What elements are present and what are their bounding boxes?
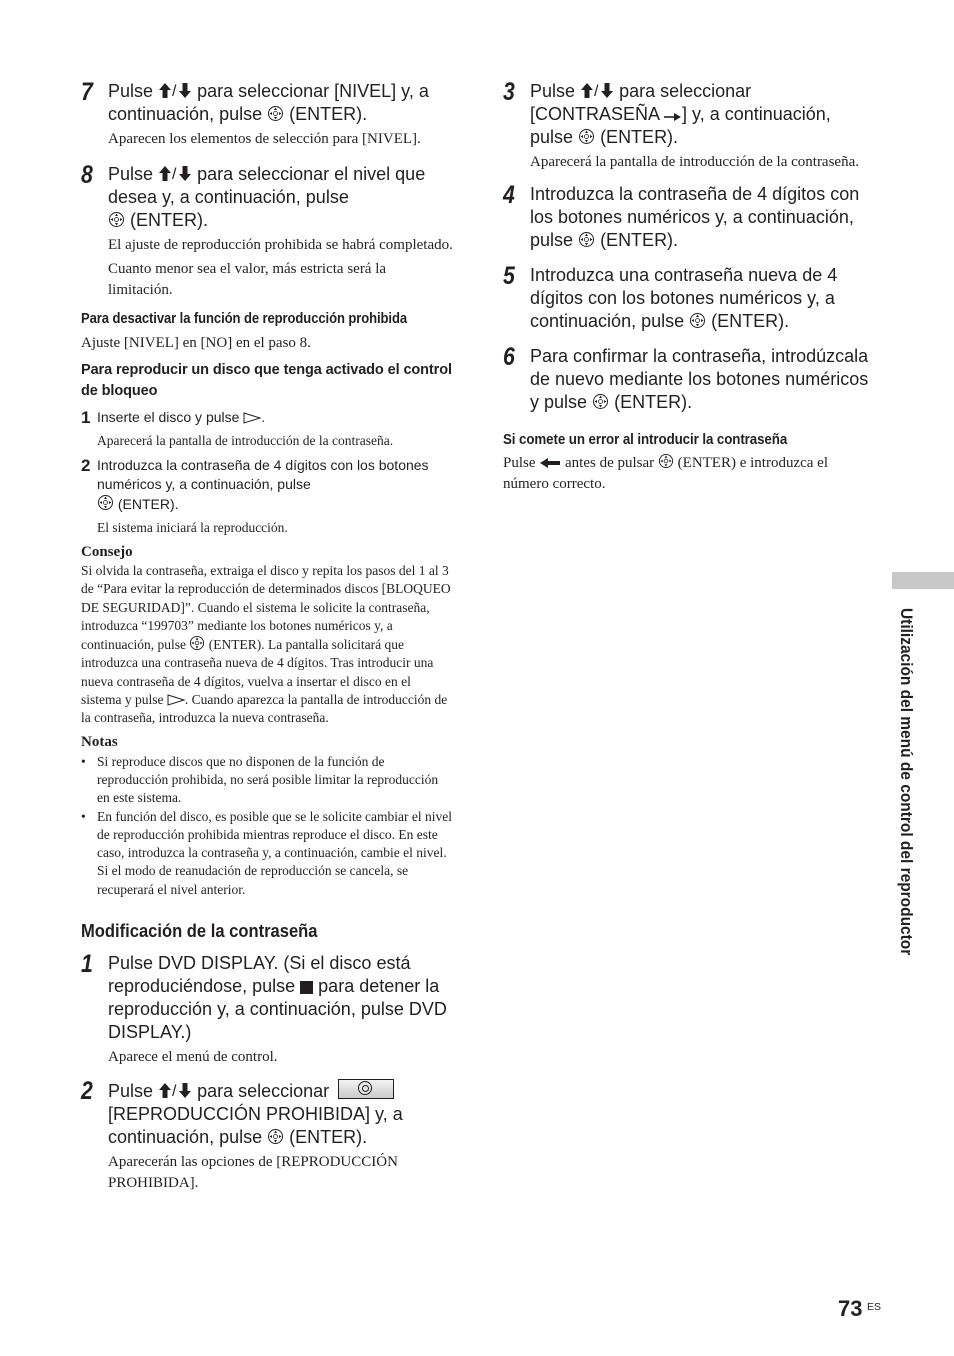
step-number: 1 — [81, 950, 93, 979]
up-down-arrow-icon — [580, 82, 614, 99]
return-arrow-icon — [539, 457, 561, 469]
step-note: Aparecerá la pantalla de introducción de la contraseña. — [97, 433, 394, 448]
enter-label: (ENTER). — [130, 210, 209, 230]
step-text: Pulse — [108, 1081, 154, 1102]
step-text: ] y, a continuación, — [682, 104, 831, 124]
step-7 — [81, 80, 453, 150]
step-4 — [503, 183, 875, 252]
step-8 — [81, 163, 453, 301]
step-number: 7 — [81, 78, 93, 106]
error-heading: Si comete un error al introducir la contraseña — [503, 432, 788, 448]
left-column — [81, 80, 453, 1194]
enter-icon — [578, 231, 595, 248]
tip-text: Si olvida la contraseña, extraiga el disco y repita los pasos del 1 al 3 de “Para evitar la reproducción de determinados discos [BLOQUEO DE SEGURIDAD]”. Cuando el sistema le solicite la contraseña, introduzca “199703” mediante los botones numéricos y, a continuación, pulse — [81, 563, 451, 653]
step-note: Cuanto menor sea el valor, más estricta será la limitación. — [108, 261, 387, 298]
side-label-text: Utilización del menú de control del reproductor — [897, 608, 916, 956]
enter-label: (ENTER). — [600, 230, 679, 250]
enter-label: (ENTER). — [614, 392, 693, 412]
play-icon — [167, 694, 185, 706]
list-item: • En función del disco, es posible que se le solicite cambiar el nivel de reproducción prohibida mientras reproduce el disco. En este caso, introduzca la contraseña y, a continuación, cambie el nivel. Si el modo de reanudación de reproducción se cancela, se recuperará el nivel anterior. — [81, 808, 453, 897]
play-locked-step-2 — [81, 456, 453, 537]
page-language: ES — [867, 1301, 882, 1313]
notes-title: Notas — [81, 733, 118, 750]
play-locked-step-1: 1 Inserte el disco y pulse . Aparecerá la pantalla de introducción de la contraseña. — [81, 408, 453, 450]
enter-label: (ENTER). — [117, 496, 179, 512]
enter-icon — [108, 211, 125, 228]
tip-text: (ENTER). La pantalla solicitará que introduzca una contraseña nueva de 4 dígitos. Tras introducir una nueva contraseña de 4 dígitos, vuelva a insertar el disco en el sistema y pulse — [81, 637, 434, 708]
error-text: Pulse antes de pulsar (ENTER) e introduzca el número correcto. — [503, 455, 829, 492]
play-icon — [243, 412, 261, 424]
up-down-arrow-icon — [158, 1082, 192, 1099]
step-text: continuación, pulse — [108, 1127, 263, 1148]
right-column — [503, 80, 875, 495]
enter-icon — [658, 453, 674, 469]
step-text: pulse — [530, 127, 574, 147]
step-number: 5 — [503, 262, 515, 290]
enter-icon — [267, 105, 284, 122]
modify-step-1 — [81, 952, 453, 1068]
step-text: para seleccionar — [197, 1081, 330, 1102]
step-text: Introduzca la contraseña de 4 dígitos con los botones numéricos y, a continuación, pulse — [97, 457, 429, 492]
modify-step-2 — [81, 1079, 453, 1194]
enter-icon — [689, 312, 706, 329]
stop-icon — [300, 981, 313, 994]
step-note: Aparecerá la pantalla de introducción de la contraseña. — [530, 154, 859, 170]
step-6 — [503, 345, 875, 414]
step-note: El sistema iniciará la reproducción. — [97, 520, 288, 535]
tip-title: Consejo — [81, 544, 133, 560]
enter-label: (ENTER). — [289, 104, 368, 124]
tip-body — [81, 562, 453, 728]
svg-text:/: / — [172, 83, 177, 99]
play-locked-heading: Para reproducir un disco que tenga activado el control de bloqueo — [81, 362, 452, 399]
step-note: El ajuste de reproducción prohibida se habrá completado. — [108, 237, 453, 253]
section-title: Modificación de la contraseña — [81, 921, 318, 942]
step-number: 6 — [503, 343, 515, 371]
enter-icon — [592, 393, 609, 410]
step-text: Pulse — [108, 81, 154, 101]
step-note: Aparece el menú de control. — [108, 1049, 278, 1066]
step-text: para seleccionar [NIVEL] y, a — [197, 81, 429, 101]
step-number: 4 — [503, 181, 515, 209]
svg-text:/: / — [594, 83, 599, 99]
step-text: desea y, a continuación, pulse — [108, 187, 349, 207]
step-text: Introduzca la contraseña de 4 dígitos con los botones numéricos y, a continuación, pulse — [530, 184, 860, 250]
enter-icon — [97, 494, 114, 511]
up-down-arrow-icon — [158, 165, 192, 182]
deactivate-text: Ajuste [NIVEL] en [NO] en el paso 8. — [81, 335, 311, 351]
svg-text:/: / — [172, 1083, 177, 1100]
step-number: 2 — [81, 1077, 93, 1106]
page-number: 73 — [838, 1296, 863, 1321]
step-text: Pulse — [108, 164, 154, 184]
notes-list — [81, 753, 453, 899]
step-3 — [503, 80, 875, 173]
step-5 — [503, 264, 875, 333]
step-number: 1 — [81, 408, 91, 427]
deactivate-heading: Para desactivar la función de reproducción prohibida — [81, 311, 408, 327]
step-note: Aparecerán las opciones de [REPRODUCCIÓN PROHIBIDA]. — [108, 1154, 398, 1192]
step-number: 3 — [503, 78, 515, 106]
step-text: [CONTRASEÑA — [530, 104, 660, 124]
up-down-arrow-icon — [158, 82, 192, 99]
step-text: Introduzca una contraseña nueva de 4 dígitos con los botones numéricos y, a continuación, pulse — [530, 265, 838, 331]
step-note: Aparecen los elementos de selección para [NIVEL]. — [108, 131, 421, 147]
section-side-label — [895, 608, 917, 1012]
step-text: para seleccionar el nivel que — [197, 164, 426, 184]
step-text: continuación, pulse — [108, 104, 263, 124]
step-number: 2 — [81, 456, 91, 475]
enter-icon — [267, 1128, 284, 1145]
step-number: 8 — [81, 161, 93, 189]
right-arrow-icon — [664, 112, 682, 122]
step-text: Para confirmar la contraseña, introdúzcala de nuevo mediante los botones numéricos y pulse — [530, 346, 869, 412]
step-text: para detener la reproducción y, a continuación, pulse DVD DISPLAY.) — [108, 976, 447, 1043]
step-text: Pulse DVD DISPLAY. (Si el disco está reproduciéndose, pulse — [108, 953, 411, 997]
enter-label: (ENTER). — [289, 1127, 368, 1148]
enter-label: (ENTER). — [711, 311, 790, 331]
enter-icon — [189, 635, 205, 651]
enter-label: (ENTER). — [600, 127, 679, 147]
step-text: para seleccionar — [619, 81, 752, 101]
section-tab — [892, 572, 954, 589]
tip-text: . Cuando aparezca la pantalla de introducción de la contraseña, introduzca la nueva contraseña. — [81, 692, 448, 726]
step-text: [REPRODUCCIÓN PROHIBIDA] y, a — [108, 1104, 403, 1125]
enter-icon — [578, 128, 595, 145]
step-text: Inserte el disco y pulse — [97, 409, 240, 425]
parental-control-menu-icon — [338, 1079, 394, 1099]
step-text: Pulse — [530, 81, 576, 101]
svg-text:/: / — [172, 166, 177, 182]
list-item: • Si reproduce discos que no disponen de la función de reproducción prohibida, no será posible limitar la reproducción en este sistema. — [81, 753, 439, 806]
